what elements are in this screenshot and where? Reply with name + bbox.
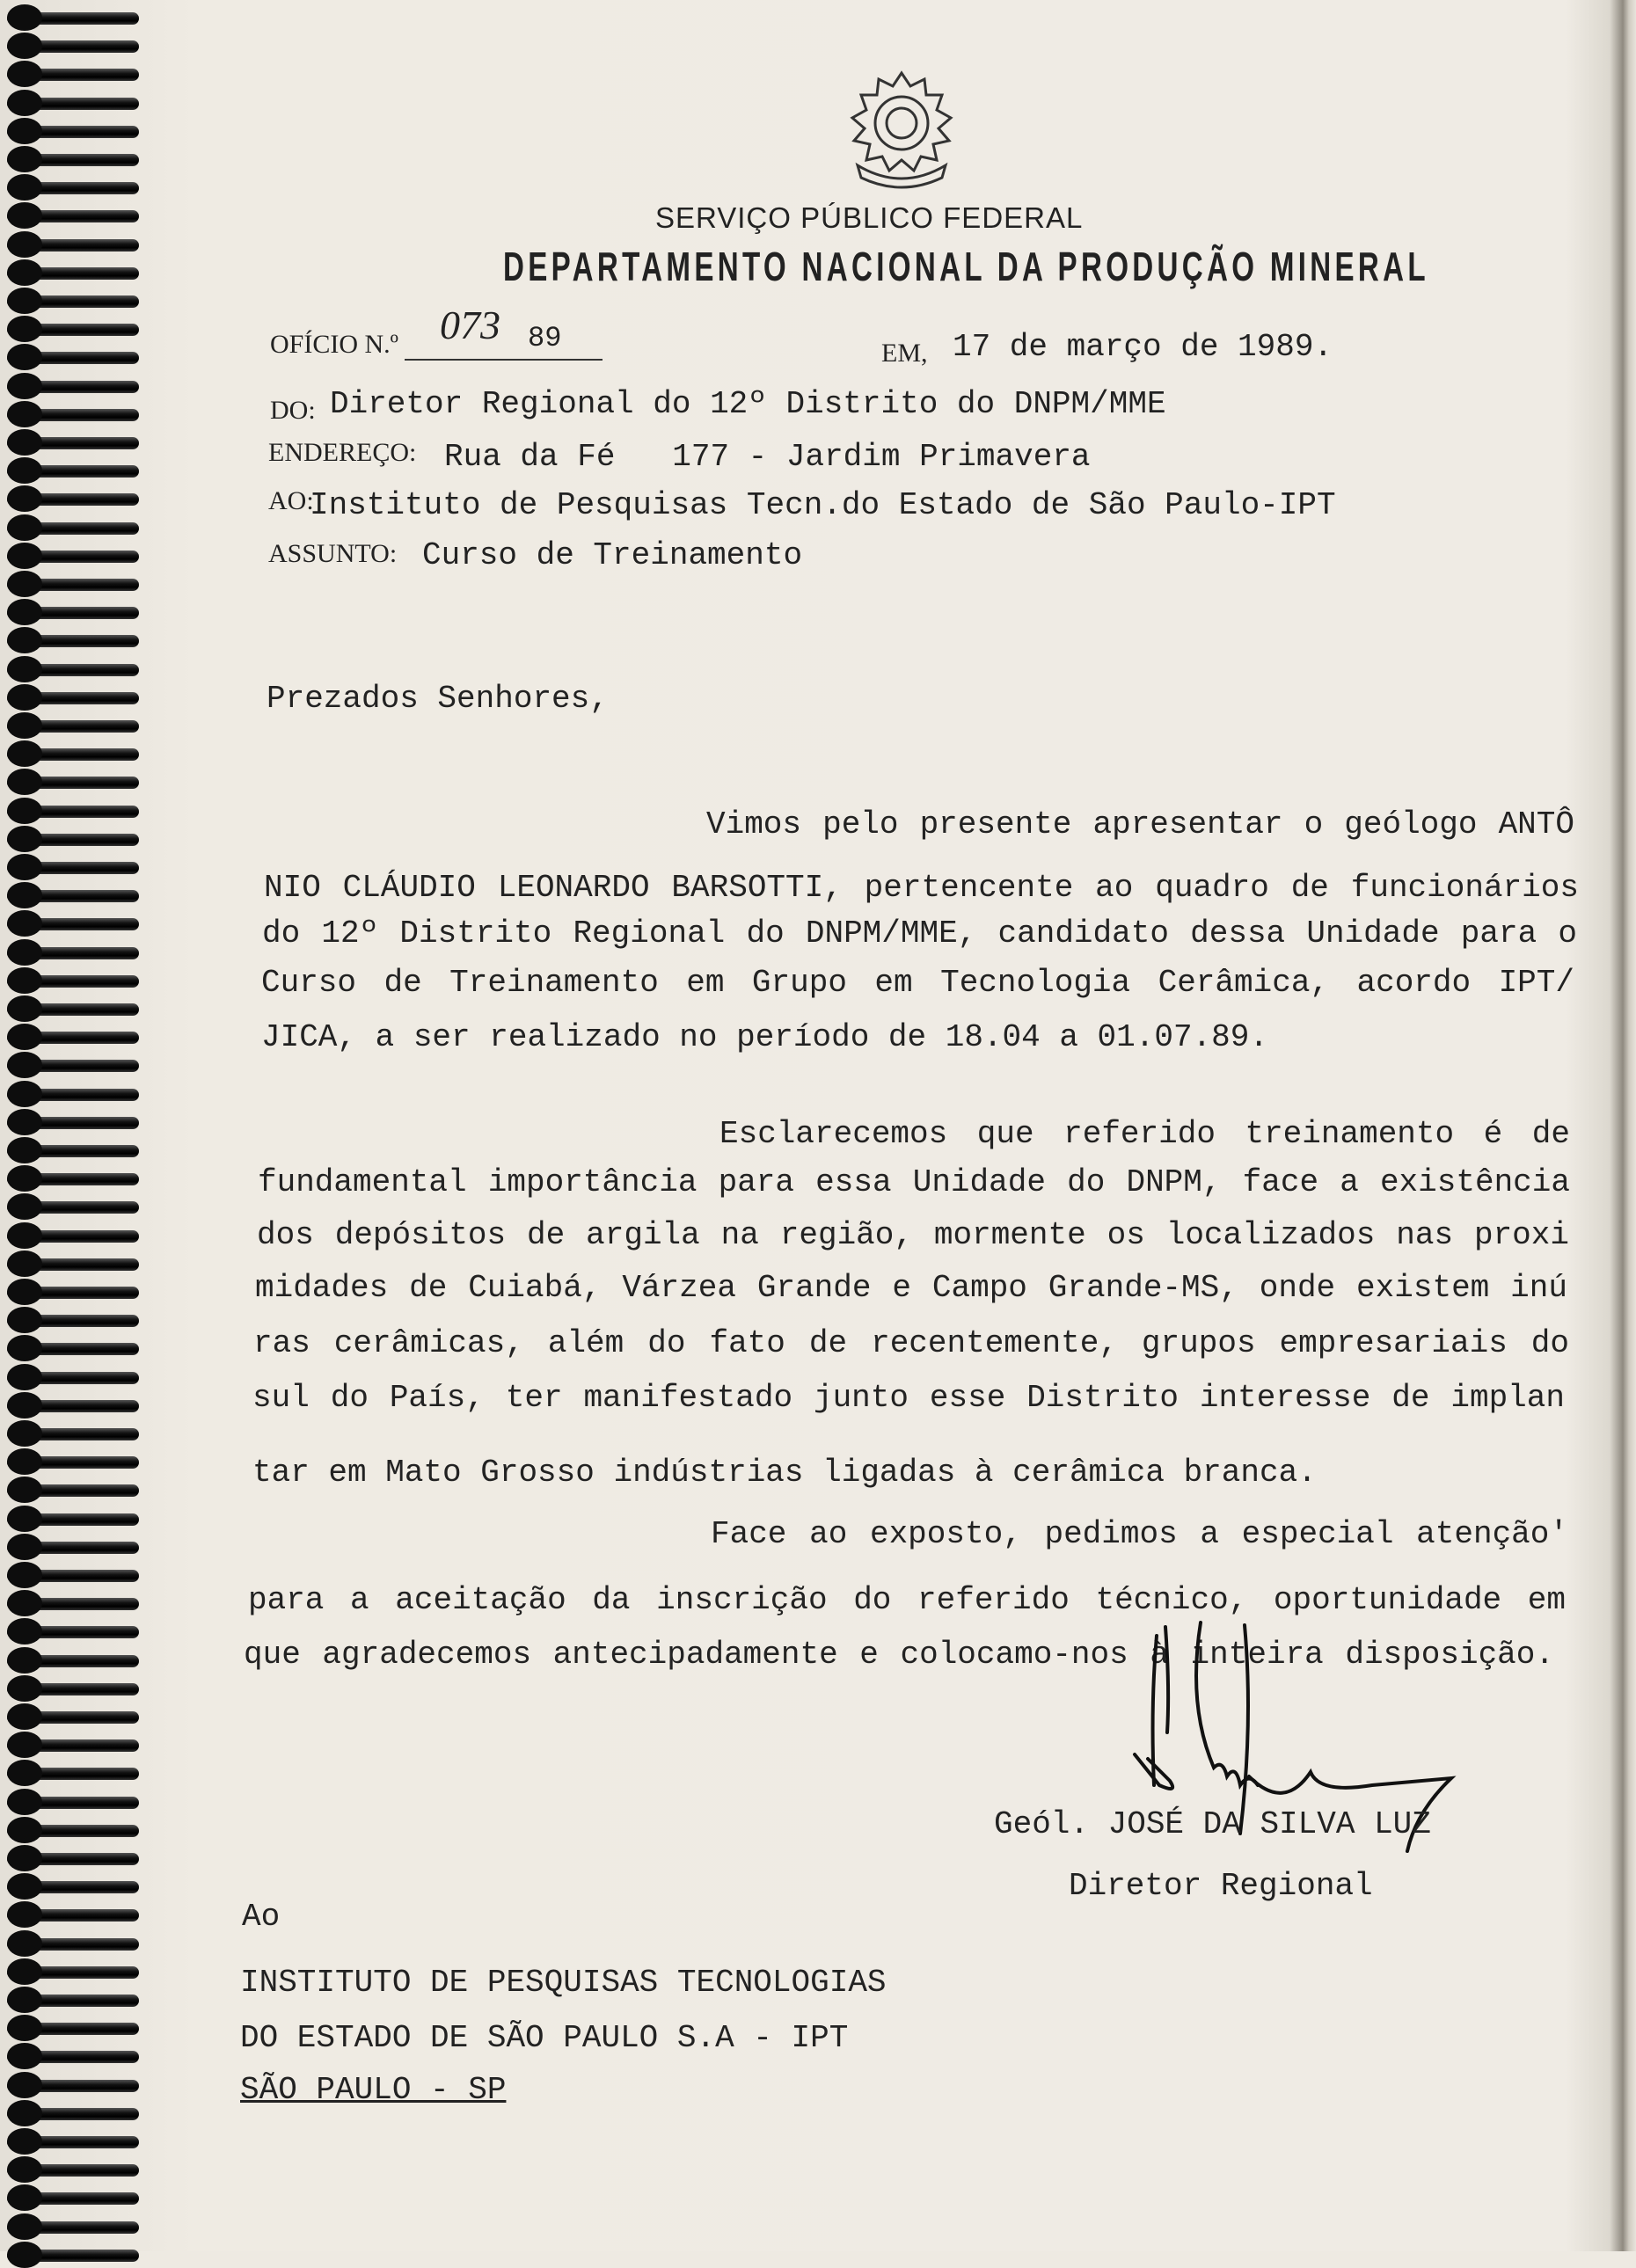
binding-coil bbox=[7, 465, 139, 478]
binding-coil bbox=[7, 1995, 139, 2007]
binding-coil bbox=[7, 1655, 139, 1667]
binding-coil bbox=[7, 1825, 139, 1837]
service-heading: SERVIÇO PÚBLICO FEDERAL bbox=[655, 201, 1084, 234]
binding-coil bbox=[7, 806, 139, 818]
body-line: NIO CLÁUDIO LEONARDO BARSOTTI, pertencente ao quadro de funcionários bbox=[264, 870, 1579, 906]
binding-coil bbox=[7, 1428, 139, 1440]
binding-coil bbox=[7, 1853, 139, 1865]
binding-coil bbox=[7, 2080, 139, 2092]
binding-coil bbox=[7, 975, 139, 988]
addressee-prefix: Ao bbox=[242, 1899, 281, 1935]
addressee-line2: DO ESTADO DE SÃO PAULO S.A - IPT bbox=[240, 2020, 849, 2056]
binding-coil bbox=[7, 267, 139, 280]
binding-coil bbox=[7, 862, 139, 874]
do-label: DO: bbox=[270, 396, 316, 425]
binding-coil bbox=[7, 324, 139, 336]
binding-coil bbox=[7, 1173, 139, 1185]
binding-coil bbox=[7, 551, 139, 563]
binding-coil bbox=[7, 1201, 139, 1214]
oficio-label: OFÍCIO N.º bbox=[270, 330, 398, 359]
binding-coil bbox=[7, 1739, 139, 1752]
department-heading: DEPARTAMENTO NACIONAL DA PRODUÇÃO MINERAL bbox=[503, 244, 1429, 289]
binding-coil bbox=[7, 1145, 139, 1157]
binding-coil bbox=[7, 12, 139, 25]
binding-coil bbox=[7, 947, 139, 959]
signatory-title: Diretor Regional bbox=[1069, 1868, 1373, 1904]
binding-coil bbox=[7, 2051, 139, 2063]
binding-coil bbox=[7, 748, 139, 761]
binding-coil bbox=[7, 2023, 139, 2035]
binding-coil bbox=[7, 381, 139, 393]
binding-coil bbox=[7, 295, 139, 308]
body-line: sul do País, ter manifestado junto esse Distrito interesse de implan bbox=[252, 1380, 1565, 1416]
binding-coil bbox=[7, 1513, 139, 1526]
binding-coil bbox=[7, 40, 139, 53]
signatory-name: Geól. JOSÉ DA SILVA LUZ bbox=[994, 1806, 1431, 1842]
binding-coil bbox=[7, 1230, 139, 1243]
binding-coil bbox=[7, 834, 139, 846]
binding-coil bbox=[7, 1456, 139, 1469]
binding-coil bbox=[7, 1400, 139, 1412]
binding-coil bbox=[7, 1343, 139, 1355]
binding-coil bbox=[7, 1003, 139, 1016]
binding-coil bbox=[7, 437, 139, 449]
binding-coil bbox=[7, 692, 139, 704]
body-line: JICA, a ser realizado no período de 18.04 a 01.07.89. bbox=[261, 1019, 1268, 1055]
binding-coil bbox=[7, 579, 139, 591]
binding-coil bbox=[7, 2136, 139, 2148]
binding-coil bbox=[7, 1372, 139, 1384]
binding-coil bbox=[7, 1287, 139, 1299]
binding-coil bbox=[7, 890, 139, 902]
body-line: Curso de Treinamento em Grupo em Tecnologia Cerâmica, acordo IPT/ bbox=[261, 965, 1574, 1001]
body-line: dos depósitos de argila na região, mormente os localizados nas proxi bbox=[257, 1217, 1569, 1253]
binding-coil bbox=[7, 126, 139, 138]
em-label: EM, bbox=[881, 339, 928, 368]
addressee-line1: INSTITUTO DE PESQUISAS TECNOLOGIAS bbox=[240, 1965, 887, 2001]
do-value: Diretor Regional do 12º Distrito do DNPM/MME bbox=[330, 386, 1166, 422]
binding-coil bbox=[7, 1089, 139, 1101]
endereco-value: Rua da Fé 177 - Jardim Primavera bbox=[444, 439, 1091, 475]
binding-coil bbox=[7, 777, 139, 789]
spiral-binding bbox=[0, 0, 150, 2251]
binding-coil bbox=[7, 1909, 139, 1922]
binding-coil bbox=[7, 2221, 139, 2234]
binding-coil bbox=[7, 1032, 139, 1044]
letter-date: 17 de março de 1989. bbox=[953, 329, 1333, 365]
binding-coil bbox=[7, 1258, 139, 1271]
binding-coil bbox=[7, 720, 139, 733]
endereco-label: ENDEREÇO: bbox=[268, 438, 417, 467]
body-line: midades de Cuiabá, Várzea Grande e Campo Grande-MS, onde existem inú bbox=[255, 1270, 1567, 1306]
binding-coil bbox=[7, 1797, 139, 1809]
binding-coil bbox=[7, 2108, 139, 2120]
binding-coil bbox=[7, 522, 139, 535]
binding-coil bbox=[7, 1484, 139, 1497]
binding-coil bbox=[7, 1881, 139, 1893]
binding-coil bbox=[7, 1683, 139, 1696]
assunto-label: ASSUNTO: bbox=[268, 539, 398, 568]
body-line: do 12º Distrito Regional do DNPM/MME, candidato dessa Unidade para o bbox=[262, 915, 1577, 952]
binding-coil bbox=[7, 1570, 139, 1582]
binding-coil bbox=[7, 635, 139, 647]
ao-value: Instituto de Pesquisas Tecn.do Estado de São Paulo-IPT bbox=[310, 487, 1336, 523]
binding-coil bbox=[7, 607, 139, 619]
assunto-value: Curso de Treinamento bbox=[422, 537, 803, 573]
body-line: tar em Mato Grosso indústrias ligadas à cerâmica branca. bbox=[252, 1455, 1317, 1491]
oficio-number: 073 bbox=[440, 303, 500, 347]
body-line: ras cerâmicas, além do fato de recentemente, grupos empresariais do bbox=[253, 1325, 1569, 1361]
binding-coil bbox=[7, 1626, 139, 1638]
binding-coil bbox=[7, 493, 139, 506]
binding-coil bbox=[7, 1315, 139, 1327]
binding-coil bbox=[7, 2164, 139, 2177]
binding-coil bbox=[7, 2192, 139, 2205]
binding-coil bbox=[7, 409, 139, 421]
oficio-underline bbox=[405, 359, 603, 361]
body-line: Esclarecemos que referido treinamento é de bbox=[719, 1116, 1570, 1152]
binding-coil bbox=[7, 1711, 139, 1724]
binding-coil bbox=[7, 1542, 139, 1554]
binding-coil bbox=[7, 210, 139, 222]
binding-coil bbox=[7, 182, 139, 194]
binding-coil bbox=[7, 239, 139, 252]
binding-coil bbox=[7, 1117, 139, 1129]
body-line: Vimos pelo presente apresentar o geólogo ANTÔ bbox=[706, 806, 1574, 842]
brazil-coat-of-arms-seal bbox=[840, 69, 963, 196]
binding-coil bbox=[7, 918, 139, 930]
binding-coil bbox=[7, 1966, 139, 1979]
binding-coil bbox=[7, 69, 139, 81]
addressee-line3: SÃO PAULO - SP bbox=[240, 2072, 507, 2108]
ao-label: AO: bbox=[268, 486, 314, 515]
salutation: Prezados Senhores, bbox=[267, 681, 609, 717]
binding-coil bbox=[7, 352, 139, 364]
binding-coil bbox=[7, 1768, 139, 1780]
binding-coil bbox=[7, 98, 139, 110]
oficio-year: 89 bbox=[528, 322, 562, 354]
body-line: para a aceitação da inscrição do referido técnico, oportunidade em bbox=[248, 1582, 1566, 1618]
body-line: Face ao exposto, pedimos a especial atenção' bbox=[711, 1516, 1568, 1552]
binding-coil bbox=[7, 1598, 139, 1610]
body-line: fundamental importância para essa Unidade do DNPM, face a existência bbox=[258, 1164, 1570, 1200]
body-line: que agradecemos antecipadamente e colocamo-nos à inteira disposição. bbox=[244, 1637, 1554, 1673]
binding-coil bbox=[7, 154, 139, 166]
binding-coil bbox=[7, 664, 139, 676]
binding-coil bbox=[7, 1060, 139, 1072]
binding-coil bbox=[7, 1938, 139, 1951]
